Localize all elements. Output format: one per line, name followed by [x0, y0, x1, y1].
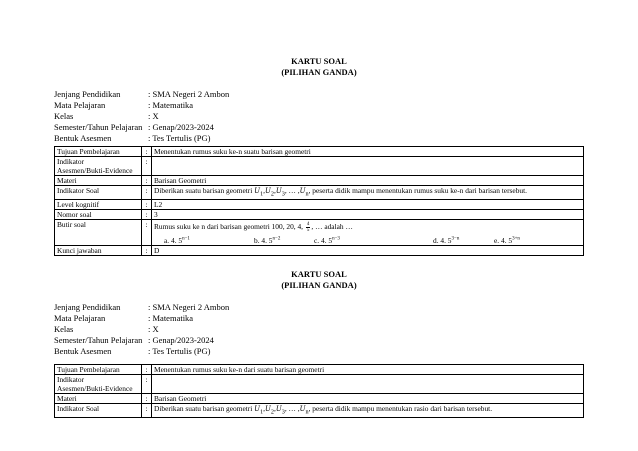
materi-label: Materi	[55, 394, 142, 404]
indikator-soal-post: , peserta didik mampu menentukan rumus suku ke-n dari barisan tersebut.	[308, 186, 527, 195]
colon: :	[142, 220, 152, 246]
option-letter: c.	[314, 236, 320, 246]
option-a	[164, 236, 254, 245]
row-materi	[55, 176, 584, 186]
indikator-soal-value	[152, 186, 584, 200]
indikator-label-line1: Indikator	[57, 157, 85, 166]
meta-value: : X	[148, 111, 159, 121]
meta-row	[54, 133, 229, 144]
option-exponent: n−3	[332, 237, 340, 242]
seq-term: U	[275, 187, 282, 195]
seq-term: U	[275, 405, 282, 413]
meta-value: : Matematika	[148, 100, 194, 110]
seq-index: n	[305, 409, 309, 416]
option-c	[314, 236, 433, 245]
row-materi	[55, 394, 584, 404]
card2-table	[54, 364, 584, 418]
meta-row	[54, 346, 229, 357]
tujuan-value: Menentukan rumus suku ke-n suatu barisan geometri	[152, 147, 584, 157]
option-letter: a.	[164, 236, 170, 246]
seq-term: U	[299, 187, 306, 195]
tujuan-value: Menentukan rumus suku ke-n dari suatu barisan geometri	[152, 365, 584, 375]
meta-row	[54, 302, 229, 313]
colon: :	[142, 404, 152, 418]
fraction-denominator: 5	[306, 228, 310, 234]
card1-title-line2: (PILIHAN GANDA)	[281, 67, 357, 77]
seq-index: 1	[260, 409, 264, 416]
row-indikator-asesmen	[55, 375, 584, 394]
card2-title	[0, 269, 638, 291]
colon: :	[142, 394, 152, 404]
option-e	[494, 236, 520, 245]
indikator-soal-pre: Diberikan suatu barisan geometri	[154, 186, 253, 195]
colon: :	[142, 157, 152, 176]
meta-row	[54, 122, 229, 133]
indikator-label-line2: Asesmen/Bukti-Evidence	[57, 166, 133, 175]
materi-value: Barisan Geometri	[152, 394, 584, 404]
seq-term: U	[265, 187, 271, 195]
option-letter: b.	[254, 236, 260, 246]
row-indikator-asesmen	[55, 157, 584, 176]
seq-sep: ,	[274, 186, 276, 195]
card2-title-line1: KARTU SOAL	[291, 269, 347, 279]
seq-index: 1	[260, 191, 264, 198]
indikator-asesmen-value	[152, 375, 584, 394]
sequence-formula	[254, 186, 309, 198]
meta-value: : SMA Negeri 2 Ambon	[148, 302, 230, 312]
kunci-label: Kunci jawaban	[55, 246, 142, 256]
answer-options	[154, 233, 581, 245]
seq-term: U	[254, 405, 261, 413]
row-indikator-soal	[55, 186, 584, 200]
meta-row	[54, 335, 229, 346]
meta-row	[54, 89, 229, 100]
seq-term: U	[265, 405, 271, 413]
question-pre: Rumus suku ke n dari barisan geometri 100, 20, 4,	[154, 222, 304, 232]
indikator-label-line2: Asesmen/Bukti-Evidence	[57, 384, 133, 393]
option-base: 4. 5	[171, 236, 183, 246]
nomor-value: 3	[152, 210, 584, 220]
indikator-soal-label: Indikator Soal	[55, 404, 142, 418]
option-base: 4. 5	[261, 236, 273, 246]
colon: :	[142, 147, 152, 157]
colon: :	[142, 375, 152, 394]
seq-sep: , … ,	[284, 404, 300, 413]
meta-row	[54, 111, 229, 122]
option-exponent: 3−n	[451, 237, 460, 242]
option-base: 4. 5	[501, 236, 513, 246]
indikator-asesmen-value	[152, 157, 584, 176]
card1-table	[54, 146, 584, 256]
row-tujuan	[55, 147, 584, 157]
seq-index: 2	[270, 191, 274, 198]
seq-term: U	[254, 187, 261, 195]
option-base: 4. 5	[440, 236, 452, 246]
option-letter: d.	[433, 236, 439, 246]
seq-sep: ,	[274, 404, 276, 413]
seq-index: 2	[270, 409, 274, 416]
tujuan-label: Tujuan Pembelajaran	[55, 147, 142, 157]
indikator-soal-value	[152, 404, 584, 418]
nomor-label: Nomor soal	[55, 210, 142, 220]
meta-value: : X	[148, 324, 159, 334]
butir-label: Butir soal	[55, 220, 142, 246]
question-post: , … adalah …	[311, 222, 353, 232]
seq-index: 3	[281, 191, 285, 198]
materi-label: Materi	[55, 176, 142, 186]
option-d	[433, 236, 494, 245]
card2-meta	[54, 302, 229, 357]
option-letter: e.	[494, 236, 500, 246]
row-indikator-soal	[55, 404, 584, 418]
meta-value: : Matematika	[148, 313, 194, 323]
kunci-value: D	[152, 246, 584, 256]
meta-label: Kelas	[54, 324, 74, 334]
meta-label: Jenjang Pendidikan	[54, 89, 121, 99]
indikator-soal-pre: Diberikan suatu barisan geometri	[154, 404, 253, 413]
meta-label: Semester/Tahun Pelajaran	[54, 122, 143, 132]
sequence-formula	[254, 404, 309, 416]
colon: :	[142, 365, 152, 375]
indikator-asesmen-label	[55, 375, 142, 394]
meta-row	[54, 313, 229, 324]
indikator-label-line1: Indikator	[57, 375, 85, 384]
option-exponent: n−2	[272, 237, 281, 242]
colon: :	[142, 246, 152, 256]
meta-label: Bentuk Asesmen	[54, 133, 112, 143]
meta-label: Jenjang Pendidikan	[54, 302, 121, 312]
indikator-asesmen-label	[55, 157, 142, 176]
meta-row	[54, 100, 229, 111]
level-label: Level kognitif	[55, 200, 142, 210]
indikator-soal-post: , peserta didik mampu menentukan rasio dari barisan tersebut.	[308, 404, 493, 413]
meta-label: Mata Pelajaran	[54, 313, 106, 323]
option-exponent: 3+n	[512, 237, 520, 242]
indikator-soal-label: Indikator Soal	[55, 186, 142, 200]
row-kunci	[55, 246, 584, 256]
meta-value: : Genap/2023-2024	[148, 122, 214, 132]
meta-value: : Tes Tertulis (PG)	[148, 346, 211, 356]
meta-value: : Tes Tertulis (PG)	[148, 133, 211, 143]
colon: :	[142, 200, 152, 210]
seq-sep: , … ,	[284, 186, 300, 195]
row-tujuan	[55, 365, 584, 375]
level-value: L2	[152, 200, 584, 210]
meta-label: Semester/Tahun Pelajaran	[54, 335, 143, 345]
row-butir	[55, 220, 584, 246]
colon: :	[142, 210, 152, 220]
seq-index: n	[305, 191, 309, 198]
option-base: 4. 5	[321, 236, 333, 246]
seq-term: U	[299, 405, 306, 413]
card1-meta	[54, 89, 229, 144]
row-nomor	[55, 210, 584, 220]
fraction-numerator: 4	[306, 222, 310, 228]
meta-label: Bentuk Asesmen	[54, 346, 112, 356]
row-level	[55, 200, 584, 210]
tujuan-label: Tujuan Pembelajaran	[55, 365, 142, 375]
card1-title-line1: KARTU SOAL	[291, 56, 347, 66]
seq-sep: ,	[263, 404, 266, 413]
fraction	[306, 222, 311, 233]
seq-index: 3	[281, 409, 285, 416]
butir-value	[152, 220, 584, 246]
card1-title	[0, 56, 638, 78]
card2-title-line2: (PILIHAN GANDA)	[281, 280, 357, 290]
colon: :	[142, 186, 152, 200]
meta-value: : Genap/2023-2024	[148, 335, 214, 345]
materi-value: Barisan Geometri	[152, 176, 584, 186]
meta-label: Mata Pelajaran	[54, 100, 106, 110]
option-exponent: n−1	[182, 237, 190, 242]
butir-question	[154, 220, 581, 233]
meta-row	[54, 324, 229, 335]
colon: :	[142, 176, 152, 186]
meta-value: : SMA Negeri 2 Ambon	[148, 89, 230, 99]
option-b	[254, 236, 314, 245]
seq-sep: ,	[263, 186, 266, 195]
meta-label: Kelas	[54, 111, 74, 121]
